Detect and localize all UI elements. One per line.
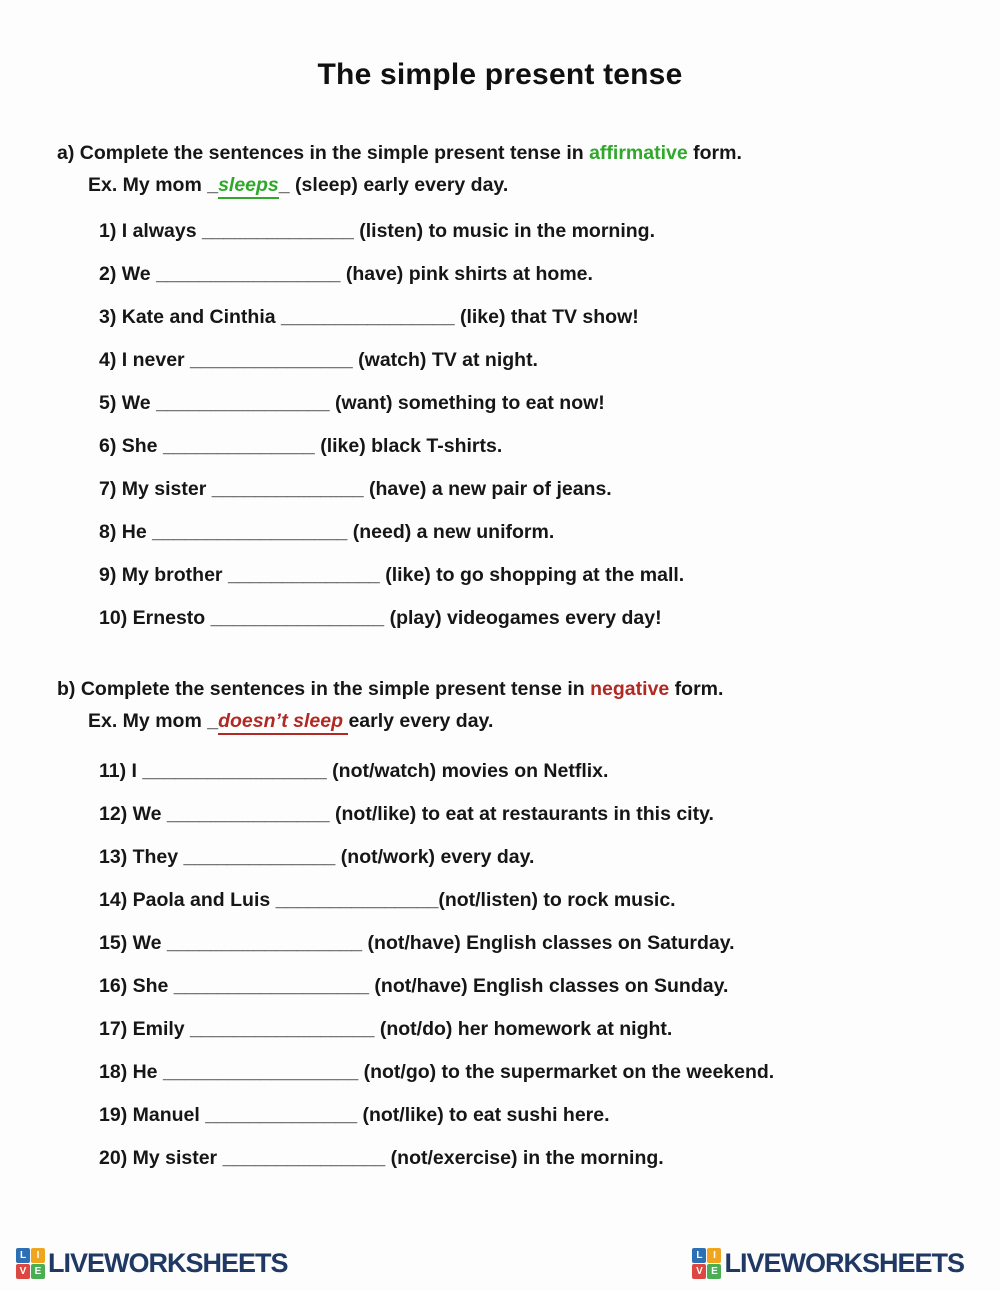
item-text-post: (listen) to music in the morning. bbox=[353, 220, 656, 242]
example-underscore: _ bbox=[278, 174, 290, 196]
item-text-pre: 17) Emily bbox=[99, 1018, 191, 1040]
answer-blank[interactable]: ______________ bbox=[227, 564, 380, 586]
answer-blank[interactable]: __________________ bbox=[166, 932, 363, 954]
answer-blank[interactable]: ________________ bbox=[210, 607, 385, 629]
item-text-post: (not/like) to eat sushi here. bbox=[357, 1104, 610, 1126]
instruction-text: form. bbox=[669, 678, 724, 700]
item-text-post: (have) a new pair of jeans. bbox=[363, 478, 612, 500]
answer-blank[interactable]: __________________ bbox=[173, 975, 370, 997]
item-text-post: (not/watch) movies on Netflix. bbox=[326, 760, 609, 782]
item-text-pre: 12) We bbox=[99, 803, 167, 825]
item-text-post: (not/like) to eat at restaurants in this city. bbox=[329, 803, 714, 825]
logo-letter-l: L bbox=[692, 1248, 706, 1263]
logo-letter-i: I bbox=[31, 1248, 45, 1263]
item-text-pre: 18) He bbox=[99, 1061, 163, 1083]
exercise-item bbox=[99, 522, 1000, 542]
exercise-item bbox=[99, 479, 1000, 499]
exercise-item bbox=[99, 761, 1000, 781]
footer bbox=[0, 1248, 1000, 1279]
item-text-pre: 1) I always bbox=[99, 220, 202, 242]
exercise-item bbox=[99, 976, 1000, 996]
answer-blank[interactable]: ________________ bbox=[156, 392, 330, 414]
exercise-item bbox=[99, 890, 1000, 910]
item-text-post: (need) a new uniform. bbox=[347, 521, 555, 543]
example-text: Ex. My mom bbox=[88, 174, 208, 196]
item-text-pre: 3) Kate and Cinthia bbox=[99, 306, 282, 328]
section-affirmative bbox=[0, 142, 1000, 628]
item-text-pre: 6) She bbox=[99, 435, 163, 457]
section-b-items bbox=[99, 761, 1000, 1168]
exercise-item bbox=[99, 393, 1000, 413]
item-text-post: (play) videogames every day! bbox=[384, 607, 662, 629]
item-text-post: (like) black T-shirts. bbox=[314, 435, 503, 457]
answer-blank[interactable]: ________________ bbox=[281, 306, 455, 328]
item-text-post: (not/exercise) in the morning. bbox=[385, 1147, 664, 1169]
item-text-post: (not/have) English classes on Saturday. bbox=[362, 932, 735, 954]
liveworksheets-logo-right[interactable] bbox=[692, 1248, 964, 1279]
exercise-item bbox=[99, 436, 1000, 456]
section-b-instruction bbox=[57, 678, 1000, 701]
exercise-item bbox=[99, 933, 1000, 953]
liveworksheets-grid-icon bbox=[16, 1248, 45, 1279]
item-text-pre: 2) We bbox=[99, 263, 157, 285]
liveworksheets-grid-icon bbox=[692, 1248, 721, 1279]
liveworksheets-wordmark: LIVEWORKSHEETS bbox=[724, 1248, 964, 1278]
item-text-pre: 7) My sister bbox=[99, 478, 212, 500]
example-text: (sleep) early every day. bbox=[289, 174, 509, 196]
item-text-pre: 13) They bbox=[99, 846, 184, 868]
logo-letter-l: L bbox=[16, 1248, 30, 1263]
item-text-pre: 11) I bbox=[99, 760, 143, 782]
item-text-pre: 10) Ernesto bbox=[99, 607, 211, 629]
item-text-pre: 16) She bbox=[99, 975, 174, 997]
example-text: early every day. bbox=[348, 710, 494, 732]
liveworksheets-logo-left[interactable] bbox=[16, 1248, 288, 1279]
example-underscore: _ bbox=[207, 174, 219, 196]
answer-blank[interactable]: _______________ bbox=[190, 349, 353, 371]
item-text-post: (have) pink shirts at home. bbox=[340, 263, 593, 285]
item-text-post: (not/do) her homework at night. bbox=[374, 1018, 673, 1040]
item-text-post: (want) something to eat now! bbox=[329, 392, 605, 414]
page-title: The simple present tense bbox=[317, 58, 683, 91]
item-text-post: (not/go) to the supermarket on the weekend. bbox=[358, 1061, 775, 1083]
item-text-post: (not/have) English classes on Sunday. bbox=[369, 975, 729, 997]
exercise-item bbox=[99, 307, 1000, 327]
exercise-item bbox=[99, 1148, 1000, 1168]
item-text-pre: 19) Manuel bbox=[99, 1104, 206, 1126]
exercise-item bbox=[99, 1019, 1000, 1039]
logo-letter-e: E bbox=[31, 1264, 45, 1279]
item-text-pre: 14) Paola and Luis bbox=[99, 889, 276, 911]
answer-blank[interactable]: _________________ bbox=[142, 760, 327, 782]
exercise-item bbox=[99, 350, 1000, 370]
section-negative bbox=[0, 678, 1000, 1168]
answer-blank[interactable]: __________________ bbox=[152, 521, 348, 543]
item-text-post: (watch) TV at night. bbox=[352, 349, 538, 371]
section-a-items bbox=[99, 221, 1000, 628]
instruction-text: form. bbox=[687, 142, 742, 164]
answer-blank[interactable]: _______________ bbox=[222, 1147, 386, 1169]
section-a-example bbox=[88, 174, 1000, 197]
section-b-example bbox=[88, 710, 1000, 733]
instruction-text: b) Complete the sentences in the simple present tense in bbox=[57, 678, 591, 700]
instruction-highlight-negative: negative bbox=[590, 678, 670, 700]
instruction-highlight-affirmative: affirmative bbox=[589, 142, 688, 164]
answer-blank[interactable]: ______________ bbox=[183, 846, 336, 868]
answer-blank[interactable]: _______________ bbox=[166, 803, 330, 825]
example-text: Ex. My mom bbox=[88, 710, 208, 732]
logo-letter-i: I bbox=[707, 1248, 721, 1263]
answer-blank[interactable]: ______________ bbox=[205, 1104, 358, 1126]
answer-blank[interactable]: __________________ bbox=[162, 1061, 359, 1083]
answer-blank[interactable]: _________________ bbox=[190, 1018, 375, 1040]
exercise-item bbox=[99, 264, 1000, 284]
answer-blank[interactable]: ______________ bbox=[201, 220, 354, 242]
logo-letter-v: V bbox=[692, 1264, 706, 1279]
item-text-pre: 20) My sister bbox=[99, 1147, 223, 1169]
item-text-pre: 9) My brother bbox=[99, 564, 228, 586]
exercise-item bbox=[99, 1105, 1000, 1125]
answer-blank[interactable]: ______________ bbox=[162, 435, 315, 457]
item-text-pre: 5) We bbox=[99, 392, 157, 414]
example-answer: doesn’t sleep bbox=[218, 710, 348, 735]
item-text-post: (like) that TV show! bbox=[454, 306, 639, 328]
answer-blank[interactable]: ______________ bbox=[211, 478, 364, 500]
item-text-post: (not/listen) to rock music. bbox=[438, 889, 676, 911]
example-answer: sleeps bbox=[218, 174, 279, 199]
liveworksheets-wordmark: LIVEWORKSHEETS bbox=[48, 1248, 288, 1278]
logo-letter-e: E bbox=[707, 1264, 721, 1279]
exercise-item bbox=[99, 221, 1000, 241]
exercise-item bbox=[99, 565, 1000, 585]
item-text-pre: 15) We bbox=[99, 932, 167, 954]
item-text-post: (not/work) every day. bbox=[335, 846, 535, 868]
item-text-pre: 8) He bbox=[99, 521, 153, 543]
item-text-post: (like) to go shopping at the mall. bbox=[379, 564, 685, 586]
section-a-instruction bbox=[57, 142, 1000, 165]
answer-blank[interactable]: _________________ bbox=[156, 263, 341, 285]
example-underscore: _ bbox=[207, 710, 219, 732]
exercise-item bbox=[99, 804, 1000, 824]
item-text-pre: 4) I never bbox=[99, 349, 191, 371]
logo-letter-v: V bbox=[16, 1264, 30, 1279]
instruction-text: a) Complete the sentences in the simple present tense in bbox=[57, 142, 590, 164]
answer-blank[interactable]: _______________ bbox=[275, 889, 439, 911]
exercise-item bbox=[99, 847, 1000, 867]
exercise-item bbox=[99, 1062, 1000, 1082]
exercise-item bbox=[99, 608, 1000, 628]
